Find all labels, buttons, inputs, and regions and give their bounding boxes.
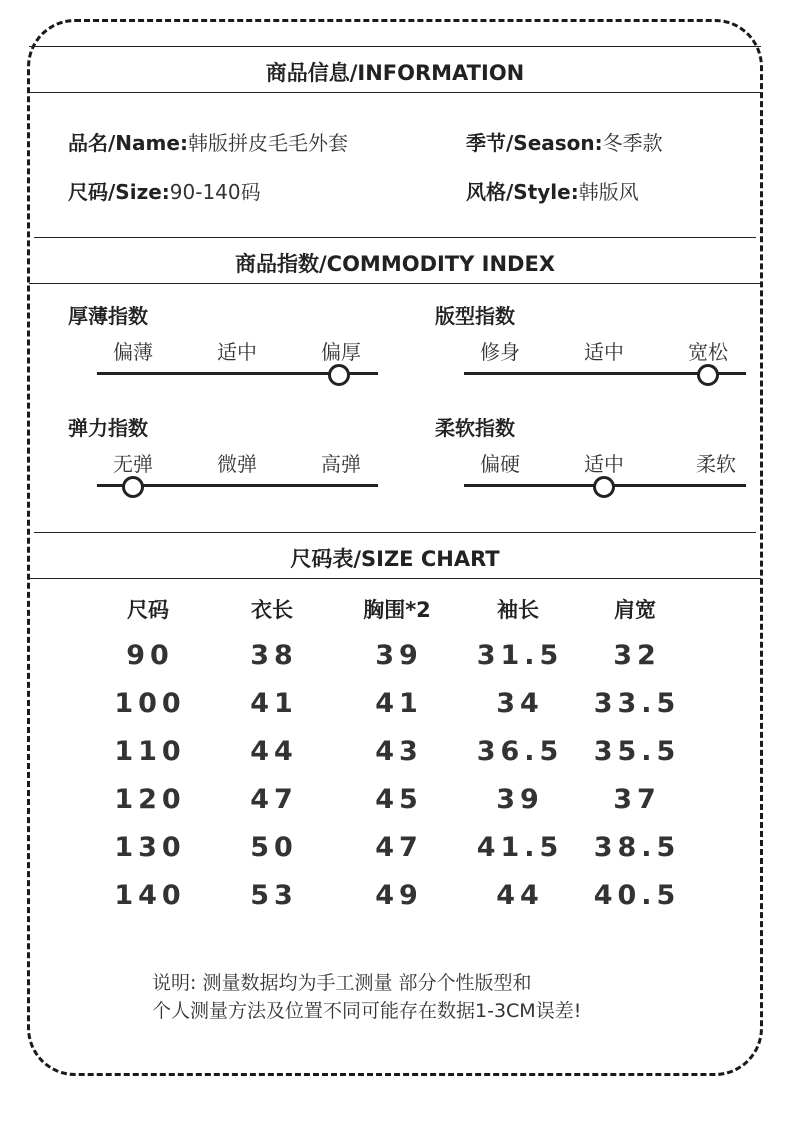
divider — [29, 283, 761, 284]
index-knob — [697, 364, 719, 386]
index-title: 版型指数 — [435, 304, 515, 328]
index-scale-label: 高弹 — [321, 452, 361, 476]
index-scale-label: 适中 — [584, 340, 624, 364]
size-cell: 36.5 — [476, 736, 564, 767]
size-cell: 47 — [250, 784, 298, 815]
name-label: 品名/Name: — [68, 131, 188, 155]
size-cell: 37 — [613, 784, 661, 815]
size-column-header: 肩宽 — [614, 598, 656, 622]
size-cell: 49 — [375, 880, 423, 911]
index-scale-label: 偏薄 — [113, 340, 153, 364]
size-cell: 45 — [375, 784, 423, 815]
size-cell: 39 — [375, 640, 423, 671]
size-cell: 32 — [613, 640, 661, 671]
size-cell: 31.5 — [476, 640, 564, 671]
index-scale-label: 微弹 — [217, 452, 257, 476]
index-title: 弹力指数 — [68, 416, 148, 440]
size-cell: 33.5 — [593, 688, 681, 719]
size-cell: 41 — [250, 688, 298, 719]
size-cell: 38.5 — [593, 832, 681, 863]
size-column-header: 胸围*2 — [363, 598, 431, 622]
size-cell: 44 — [496, 880, 544, 911]
season-field — [466, 127, 663, 156]
size-cell: 90 — [126, 640, 174, 671]
index-knob — [328, 364, 350, 386]
divider — [29, 46, 761, 47]
style-value: 韩版风 — [578, 180, 639, 204]
index-scale-label: 修身 — [480, 340, 520, 364]
size-cell: 39 — [496, 784, 544, 815]
size-cell: 35.5 — [593, 736, 681, 767]
size-cell: 47 — [375, 832, 423, 863]
style-label: 风格/Style: — [466, 180, 579, 204]
size-cell: 110 — [114, 736, 186, 767]
season-label: 季节/Season: — [466, 131, 603, 155]
divider — [34, 532, 756, 533]
size-chart-heading: 尺码表/SIZE CHART — [290, 547, 500, 571]
style-field — [466, 176, 639, 205]
size-field — [68, 176, 261, 205]
size-cell: 43 — [375, 736, 423, 767]
name-value: 韩版拼皮毛毛外套 — [187, 131, 348, 155]
size-cell: 53 — [250, 880, 298, 911]
index-scale-label: 偏厚 — [321, 340, 361, 364]
index-scale-label: 柔软 — [696, 452, 736, 476]
size-value: 90-140码 — [169, 180, 261, 204]
index-scale-label: 宽松 — [688, 340, 728, 364]
size-cell: 40.5 — [593, 880, 681, 911]
size-cell: 44 — [250, 736, 298, 767]
size-column-header: 衣长 — [251, 598, 293, 622]
index-scale-label: 适中 — [584, 452, 624, 476]
index-scale-label: 偏硬 — [480, 452, 520, 476]
size-cell: 34 — [496, 688, 544, 719]
index-knob — [593, 476, 615, 498]
index-knob — [122, 476, 144, 498]
index-title: 厚薄指数 — [68, 304, 148, 328]
index-scale-label: 适中 — [217, 340, 257, 364]
divider — [34, 237, 756, 238]
size-cell: 41 — [375, 688, 423, 719]
divider — [29, 92, 761, 93]
size-column-header: 尺码 — [127, 598, 169, 622]
size-cell: 140 — [114, 880, 186, 911]
size-cell: 50 — [250, 832, 298, 863]
season-value: 冬季款 — [602, 131, 663, 155]
index-heading: 商品指数/COMMODITY INDEX — [234, 252, 556, 276]
info-heading: 商品信息/INFORMATION — [265, 61, 525, 85]
size-cell: 130 — [114, 832, 186, 863]
name-field — [68, 127, 348, 156]
index-title: 柔软指数 — [435, 416, 515, 440]
note-line-2: 个人测量方法及位置不同可能存在数据1-3CM误差! — [152, 1000, 582, 1022]
note-line-1: 说明: 测量数据均为手工测量 部分个性版型和 — [152, 972, 532, 994]
size-cell: 120 — [114, 784, 186, 815]
index-scale-label: 无弹 — [113, 452, 153, 476]
size-cell: 38 — [250, 640, 298, 671]
size-column-header: 袖长 — [497, 598, 539, 622]
divider — [29, 578, 761, 579]
size-cell: 41.5 — [476, 832, 564, 863]
size-cell: 100 — [114, 688, 186, 719]
size-label: 尺码/Size: — [68, 180, 170, 204]
